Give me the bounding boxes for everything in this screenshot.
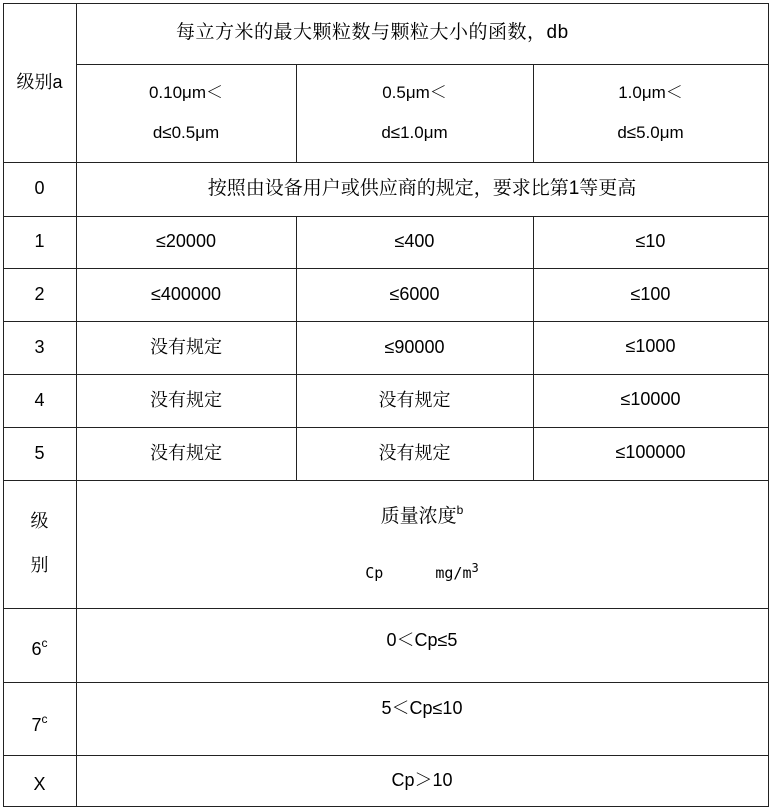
row0-description: 按照由设备用户或供应商的规定，要求比第1等更高: [207, 177, 637, 199]
table-cell: [533, 374, 768, 427]
mass-row-level: [3, 608, 76, 682]
table-cell: [533, 216, 768, 268]
level-value: 2: [34, 283, 45, 304]
mass-header: [76, 480, 768, 608]
range-line1: 0.5μm＜: [382, 82, 447, 102]
table-cell: [533, 321, 768, 374]
cell-value: 没有规定: [150, 389, 222, 410]
range-line1: 1.0μm＜: [618, 82, 683, 102]
level-number: 7: [31, 714, 42, 735]
range-header-2: [296, 64, 533, 162]
table-row-level: [3, 374, 76, 427]
level-number: 6: [31, 639, 42, 660]
cell-value: 没有规定: [150, 442, 222, 463]
table-row-level: [3, 216, 76, 268]
table-cell: [76, 321, 296, 374]
cell-value: ≤400000: [151, 283, 221, 304]
table-row-level: [3, 321, 76, 374]
mass-unit-right: mg/m: [435, 564, 472, 583]
table-cell: [76, 216, 296, 268]
cell-value: ≤400: [394, 231, 435, 252]
mass-unit-sup: 3: [471, 561, 479, 576]
table-cell: [533, 268, 768, 321]
cell-value: ≤1000: [625, 336, 676, 356]
mass-level-header: [3, 480, 76, 608]
table-row-level: [3, 427, 76, 480]
cell-value: 没有规定: [150, 336, 222, 357]
table-cell: [296, 268, 533, 321]
table-row-level: [3, 268, 76, 321]
main-title: [76, 3, 768, 64]
cell-value: ≤100000: [615, 442, 686, 462]
mass-row-level: [3, 682, 76, 755]
range-line2: d≤1.0μm: [381, 123, 448, 142]
table-cell: [296, 321, 533, 374]
mass-title: [380, 502, 464, 529]
range-line2: d≤5.0μm: [617, 123, 684, 142]
cell-value: ≤100: [630, 283, 671, 304]
mass-row-text: [76, 755, 768, 806]
range-line1: 0.10μm＜: [148, 82, 224, 102]
cell-value: ≤6000: [389, 283, 440, 304]
range-header-1: [76, 64, 296, 162]
level-value: [31, 636, 48, 661]
table-row-0-text: [76, 162, 768, 216]
level-header: [3, 3, 76, 162]
table-cell: [76, 374, 296, 427]
table-cell: [76, 427, 296, 480]
grid-line: [3, 806, 769, 807]
level-sup: c: [41, 636, 48, 651]
cell-value: 没有规定: [378, 442, 451, 463]
cell-value: ≤10000: [620, 389, 681, 409]
level-value: 4: [34, 389, 45, 410]
mass-unit: [365, 561, 479, 583]
mass-range: 0＜Cp≤5: [386, 630, 458, 650]
mass-range: 5＜Cp≤10: [381, 698, 463, 718]
level-header-label: 级别a: [16, 71, 63, 92]
table-cell: [296, 427, 533, 480]
mass-row-level: [3, 755, 76, 806]
level-number: X: [33, 773, 46, 794]
level-value: 0: [34, 178, 45, 199]
mass-row-text: [76, 682, 768, 755]
level-sup: c: [41, 711, 48, 726]
mass-level-label-line2: 别: [30, 555, 49, 575]
range-line2: d≤0.5μm: [152, 123, 220, 142]
table-cell: [533, 427, 768, 480]
mass-range: Cp＞10: [391, 769, 453, 790]
cell-value: ≤90000: [384, 336, 445, 357]
cell-value: 没有规定: [378, 389, 451, 410]
mass-unit-left: Cp: [365, 564, 384, 583]
level-value: 3: [34, 336, 45, 357]
table-cell: [76, 268, 296, 321]
mass-title-text: 质量浓度: [380, 505, 457, 527]
table-row-0-level: [3, 162, 76, 216]
table-cell: [296, 374, 533, 427]
range-header-3: [533, 64, 768, 162]
cell-value: ≤20000: [156, 231, 216, 252]
level-value: [33, 774, 45, 796]
level-value: 5: [34, 442, 45, 463]
mass-row-text: [76, 608, 768, 682]
mass-title-sup: b: [456, 502, 464, 517]
level-value: [31, 711, 48, 737]
main-title-text: 每立方米的最大颗粒数与颗粒大小的函数，db: [176, 22, 569, 44]
table-cell: [296, 216, 533, 268]
grid-line: [768, 3, 769, 807]
mass-level-label-line1: 级: [30, 511, 49, 532]
cell-value: ≤10: [635, 231, 666, 252]
level-value: 1: [34, 231, 45, 252]
